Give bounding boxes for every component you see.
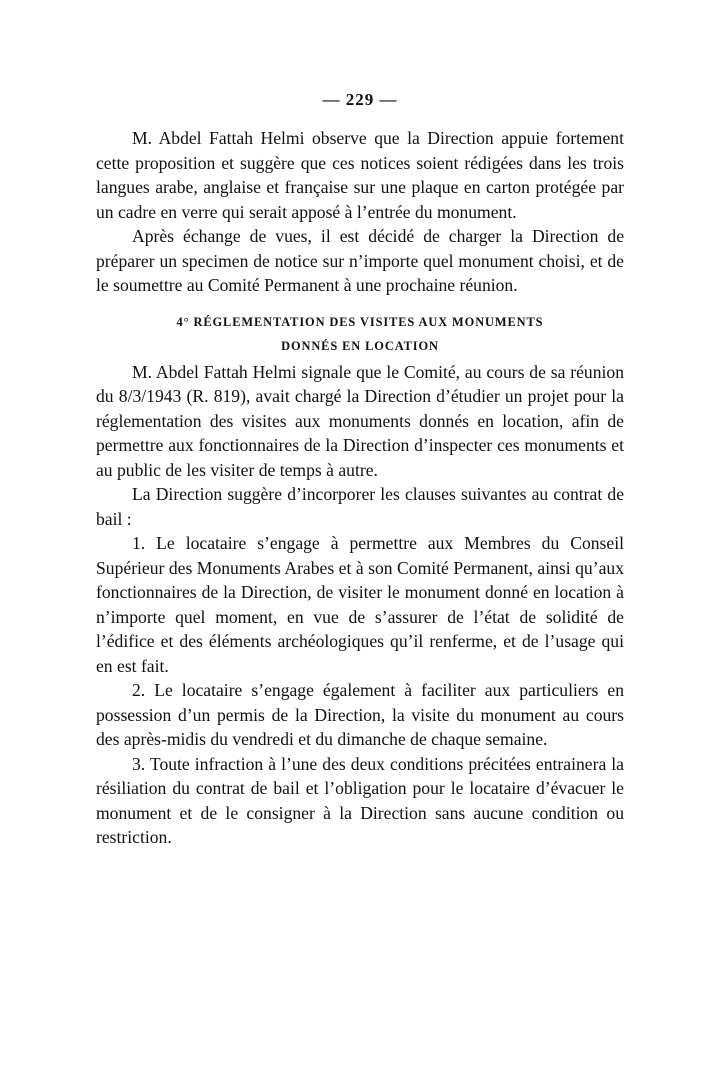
clause-1: 1. Le locataire s’engage à permettre aux Membres du Conseil Supérieur des Monuments Arabes et à son Comité Permanent, ainsi qu’aux fonctionnaires de la Direction, de visiter le monument donné en location à n’importe quel moment, en vue de s’assurer de l’état de solidité de l’édifice et des éléments archéologiques qu’il renferme, et de l’usage qui en est fait. — [96, 533, 624, 676]
paragraph-helmi-observation: M. Abdel Fattah Helmi observe que la Direction appuie fortement cette proposition et suggère que ces notices soient rédigées dans les trois langues arabe, anglaise et française sur une plaque en carton protégée par un cadre en verre qui serait apposé à l’entrée du monument. — [96, 128, 624, 222]
section-heading: 4° RÉGLEMENTATION DES VISITES AUX MONUMENTS — [176, 314, 544, 329]
clause-3: 3. Toute infraction à l’une des deux conditions précitées entrainera la résiliation du contrat de bail et l’obligation pour le locataire d’évacuer le monument et de le consigner à la Direction sans aucune condition ou restriction. — [96, 753, 624, 847]
section-heading-continued: DONNÉS EN LOCATION — [281, 338, 439, 353]
paragraph-direction-suggestion: La Direction suggère d’incorporer les clauses suivantes au contrat de bail : — [96, 484, 624, 529]
page-number: — 229 — — [322, 90, 398, 109]
document-body — [96, 126, 624, 850]
paragraph-decision: Après échange de vues, il est décidé de charger la Direction de préparer un specimen de notice sur n’importe quel monument choisi, et de le soumettre au Comité Permanent à une prochaine réunion. — [96, 226, 624, 295]
clause-2: 2. Le locataire s’engage également à faciliter aux particuliers en possession d’un permis de la Direction, la visite du monument au cours des après-midis du vendredi et du dimanche de chaque semaine. — [96, 680, 624, 749]
paragraph-helmi-report: M. Abdel Fattah Helmi signale que le Comité, au cours de sa réunion du 8/3/1943 (R. 819), avait chargé la Direction d’étudier un projet pour la réglementation des visites aux monuments donnés en location, afin de permettre aux fonctionnaires de la Direction d’inspecter ces monuments et au public de les visiter de temps à autre. — [96, 361, 624, 480]
